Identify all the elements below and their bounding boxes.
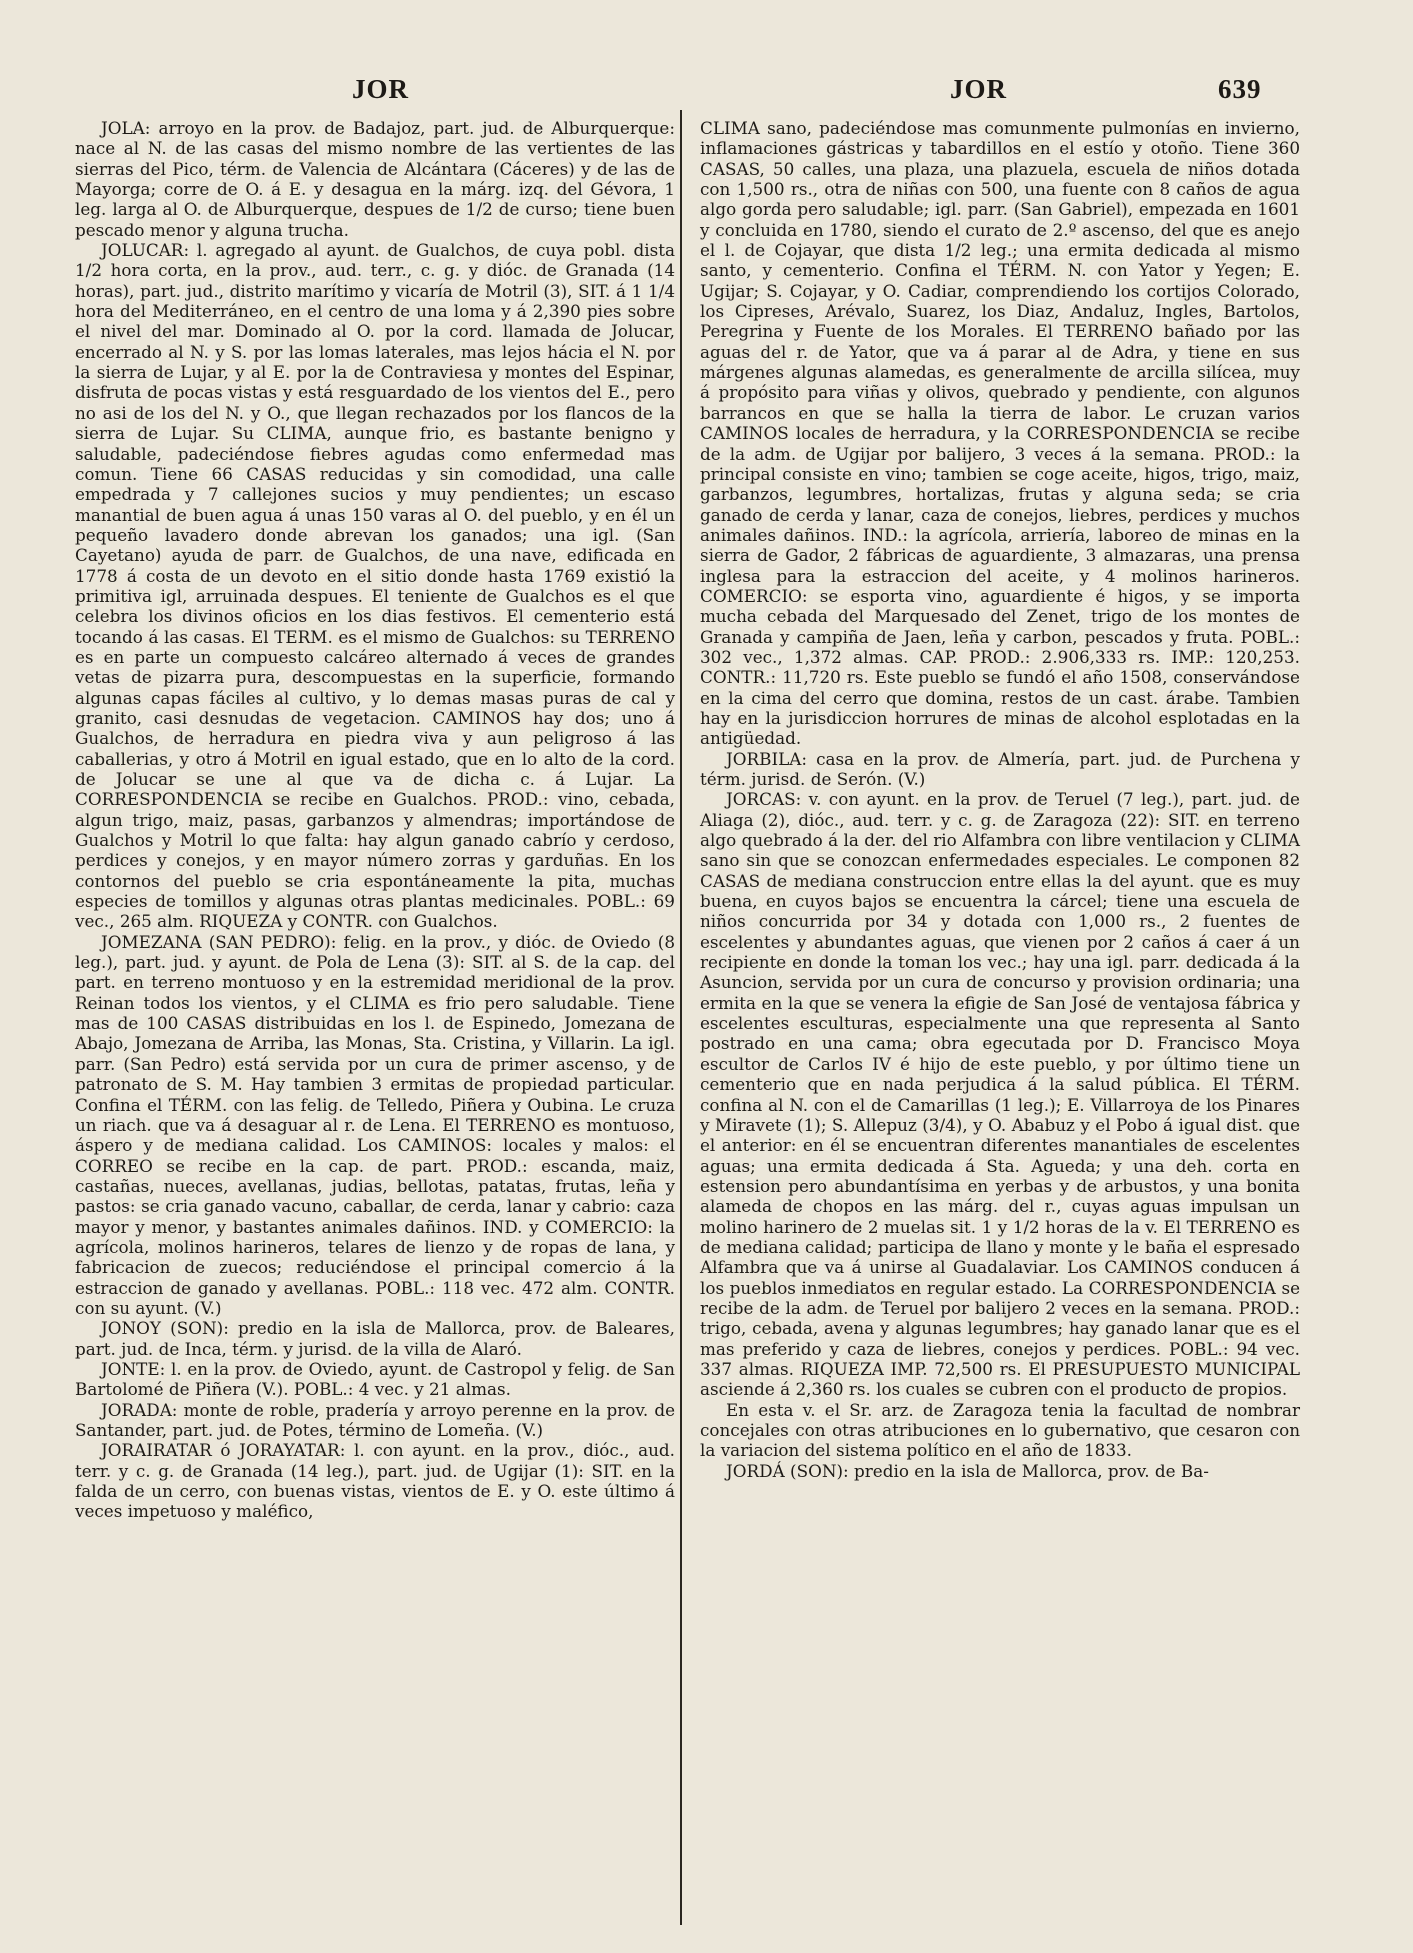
left-running-header: JOR xyxy=(352,74,409,104)
right-running-header: JOR xyxy=(950,74,1007,104)
right-column xyxy=(700,118,1300,1481)
entry-jolucar: JOLUCAR: l. agregado al ayunt. de Gualchos, de cuya pobl. dista 1/2 hora corta, en la prov., aud. terr., c. g. y dióc. de Granada (14 horas), part. jud., distrito marítimo y vicaría de Motril (3), SIT. á 1 1/4 hora del Mediterráneo, en el centro de una loma y á 2,390 pies sobre el nivel del mar. Dominado al O. por la cord. llamada de Jolucar, encerrado al N. y S. por las lomas laterales, mas lejos hácia el N. por la sierra de Lujar, y al E. por la de Contraviesa y montes del Espinar, disfruta de pocas vistas y está resguardado de los vientos del E., pero no asi de los del N. y O., que llegan rechazados por los flancos de la sierra de Lujar. Su CLIMA, aunque frio, es bastante benigno y saludable, padeciéndose fiebres agudas como enfermedad mas comun. Tiene 66 CASAS reducidas y sin comodidad, una calle empedrada y 7 callejones sucios y muy pendientes; un escaso manantial de buen agua á unas 150 varas al O. del pueblo, y en él un pequeño lavadero donde abrevan los ganados; una igl. (San Cayetano) ayuda de parr. de Gualchos, de una nave, edificada en 1778 á costa de un devoto en el sitio donde hasta 1769 existió la primitiva igl, arruinada despues. El teniente de Gualchos es el que celebra los divinos oficios en los dias festivos. El cementerio está tocando á las casas. El TERM. es el mismo de Gualchos: su TERRENO es en parte un compuesto calcáreo alternado á veces de grandes vetas de pizarra pura, descompuestas en la superficie, formando algunas capas fáciles al cultivo, y lo demas masas puras de cal y granito, casi desnudas de vegetacion. CAMINOS hay dos; uno á Gualchos, de herradura en piedra viva y aun peligroso á las caballerias, y otro á Motril en igual estado, que en lo alto de la cord. de Jolucar se une al que va de dicha c. á Lujar. La CORRESPONDENCIA se recibe en Gualchos. PROD.: vino, cebada, algun trigo, maiz, pasas, garbanzos y almendras; importándose de Gualchos y Motril lo que falta: hay algun ganado cabrío y cerdoso, perdices y conejos, y en mayor número zorras y garduñas. En los contornos del pueblo se cria espontáneamente la pita, muchas especies de tomillos y algunas otras plantas medicinales. POBL.: 69 vec., 265 alm. RIQUEZA y CONTR. con Gualchos. xyxy=(75,240,675,932)
entry-jomezana: JOMEZANA (SAN PEDRO): felig. en la prov., y dióc. de Oviedo (8 leg.), part. jud. y ayunt. de Pola de Lena (3): SIT. al S. de la cap. del part. en terreno montuoso y en la estremidad meridional de la prov. Reinan todos los vientos, y el CLIMA es frio pero saludable. Tiene mas de 100 CASAS distribuidas en los l. de Espinedo, Jomezana de Abajo, Jomezana de Arriba, las Monas, Sta. Cristina, y Villarin. La igl. parr. (San Pedro) está servida por un cura de primer ascenso, y de patronato de S. M. Hay tambien 3 ermitas de propiedad particular. Confina el TÉRM. con las felig. de Telledo, Piñera y Oubina. Le cruza un riach. que va á desaguar al r. de Lena. El TERRENO es montuoso, áspero y de mediana calidad. Los CAMINOS: locales y malos: el CORREO se recibe en la cap. de part. PROD.: escanda, maiz, castañas, nueces, avellanas, judias, bellotas, patatas, frutas, leña y pastos: se cria ganado vacuno, caballar, de cerda, lanar y cabrio: caza mayor y menor, y bastantes animales dañinos. IND. y COMERCIO: la agrícola, molinos harineros, telares de lienzo y de ropas de lana, y fabricacion de zuecos; reduciéndose el principal comercio á la estraccion de ganado y avellanas. POBL.: 118 vec. 472 alm. CONTR. con su ayunt. (V.) xyxy=(75,931,675,1318)
entry-jorda: JORDÁ (SON): predio en la isla de Mallorca, prov. de Ba- xyxy=(726,1460,1209,1481)
entry-jorairatar-continued: CLIMA sano, padeciéndose mas comunmente pulmonías en invierno, inflamaciones gástricas y tabardillos en el estío y otoño. Tiene 360 CASAS, 50 calles, una plaza, una plazuela, escuela de niños dotada con 1,500 rs., otra de niñas con 500, una fuente con 8 caños de agua algo gorda pero saludable; igl. parr. (San Gabriel), empezada en 1601 y concluida en 1780, siendo el curato de 2.º ascenso, del que es anejo el l. de Cojayar, que dista 1/2 leg.; una ermita dedicada al mismo santo, y cementerio. Confina el TÉRM. N. con Yator y Yegen; E. Ugijar; S. Cojayar, y O. Cadiar, comprendiendo los cortijos Colorado, los Cipreses, Arévalo, Suarez, los Diaz, Andaluz, Ingles, Bartolos, Peregrina y Fuente de los Morales. El TERRENO bañado por las aguas del r. de Yator, que va á parar al de Adra, y tiene en sus márgenes algunas alamedas, es generalmente de arcilla silícea, muy á propósito para viñas y olivos, quebrado y pendiente, con algunos barrancos en que se halla la tierra de labor. Le cruzan varios CAMINOS locales de herradura, y la CORRESPONDENCIA se recibe de la adm. de Ugijar por balijero, 3 veces á la semana. PROD.: la principal consiste en vino; tambien se coge aceite, higos, trigo, maiz, garbanzos, legumbres, hortalizas, frutas y alguna seda; se cria ganado de cerda y lanar, caza de conejos, liebres, perdices y muchos animales dañinos. IND.: la agrícola, arriería, laboreo de minas en la sierra de Gador, 2 fábricas de aguardiente, 3 almazaras, una prensa inglesa para la estraccion del aceite, y 4 molinos harineros. COMERCIO: se esporta vino, aguardiente é higos, y se importa mucha cebada del Marquesado del Zenet, trigo de los montes de Granada y campiña de Jaen, leña y carbon, pescados y fruta. POBL.: 302 vec., 1,372 almas. CAP. PROD.: 2.906,333 rs. IMP.: 120,253. CONTR.: 11,720 rs. Este pueblo se fundó el año 1508, conservándose en la cima del cerro que domina, restos de un cast. árabe. Tambien hay en la jurisdiccion horrures de minas de alcohol esplotadas en la antigüedad. xyxy=(700,118,1300,749)
entry-jonte: JONTE: l. en la prov. de Oviedo, ayunt. de Castropol y felig. de San Bartolomé de Piñera (V.). POBL.: 4 vec. y 21 almas. xyxy=(75,1358,675,1400)
entry-jorada: JORADA: monte de roble, pradería y arroyo perenne en la prov. de Santander, part. jud. de Potes, término de Lomeña. (V.) xyxy=(75,1399,675,1440)
entry-jola: JOLA: arroyo en la prov. de Badajoz, part. jud. de Alburquerque: nace al N. de las casas del mismo nombre de las vertientes de las sierras del Pico, térm. de Valencia de Alcántara (Cáceres) y de las de Mayorga; corre de O. á E. y desagua en la márg. izq. del Gévora, 1 leg. larga al O. de Alburquerque, despues de 1/2 de curso; tiene buen pescado menor y alguna trucha. xyxy=(75,118,675,240)
entry-jonoy: JONOY (SON): predio en la isla de Mallorca, prov. de Baleares, part. jud. de Inca, térm. y jurisd. de la villa de Alaró. xyxy=(75,1318,675,1359)
left-column xyxy=(75,118,675,1522)
page-number: 639 xyxy=(1218,74,1262,104)
entry-jorbila: JORBILA: casa en la prov. de Almería, part. jud. de Purchena y térm. jurisd. de Serón. (V.) xyxy=(700,748,1300,789)
entry-jorcas: JORCAS: v. con ayunt. en la prov. de Teruel (7 leg.), part. jud. de Aliaga (2), dióc., aud. terr. y c. g. de Zaragoza (22): SIT. en terreno algo quebrado á la der. del rio Alfambra con libre ventilacion y CLIMA sano sin que se conozcan enfermedades especiales. Le componen 82 CASAS de mediana construccion entre ellas la del ayunt. que es muy buena, en cuyos bajos se encuentra la cárcel; tiene una escuela de niños concurrida por 34 y dotada con 1,000 rs., 2 fuentes de escelentes y abundantes aguas, que vienen por 2 caños á caer á un recipiente en donde la toman los vec.; hay una igl. parr. dedicada á la Asuncion, servida por un cura de concurso y provision ordinaria; una ermita en la que se venera la efigie de San José de ventajosa fábrica y escelentes esculturas, especialmente una que representa al Santo postrado en una cama; obra egecutada por D. Francisco Moya escultor de Carlos IV é hijo de este pueblo, y por último tiene un cementerio que en nada perjudica á la salud pública. El TÉRM. confina al N. con el de Camarillas (1 leg.); E. Villarroya de los Pinares y Miravete (1); S. Allepuz (3/4), y O. Ababuz y el Pobo á igual dist. que el anterior: en él se encuentran diferentes manantiales de escelentes aguas; una ermita dedicada á Sta. Agueda; y una deh. corta en estension pero abundantísima en yerbas y de arbustos, y una bonita alameda de chopos en las márg. del r., cuyas aguas impulsan un molino harinero de 2 muelas sit. 1 y 1/2 horas de la v. El TERRENO es de mediana calidad; participa de llano y monte y le baña el espresado Alfambra que va á unirse al Guadalaviar. Los CAMINOS conducen á los pueblos inmediatos en regular estado. La CORRESPONDENCIA se recibe de la adm. de Teruel por balijero 2 veces en la semana. PROD.: trigo, cebada, avena y algunas legumbres; hay ganado lanar que es el mas preferido y caza de liebres, conejos y perdices. POBL.: 94 vec. 337 almas. RIQUEZA IMP. 72,500 rs. El PRESUPUESTO MUNICIPAL asciende á 2,360 rs. los cuales se cubren con el producto de propios. xyxy=(700,789,1300,1400)
entry-jorairatar: JORAIRATAR ó JORAYATAR: l. con ayunt. en la prov., dióc., aud. terr. y c. g. de Granada (14 leg.), part. jud. de Ugijar (1): SIT. en la falda de un cerro, con buenas vistas, vientos de E. y O. este último á veces impetuoso y maléfico, xyxy=(75,1440,675,1522)
entry-jorcas-note: En esta v. el Sr. arz. de Zaragoza tenia la facultad de nombrar concejales con otras atribuciones en lo gubernativo, que cesaron con la variacion del sistema político en el año de 1833. xyxy=(700,1399,1300,1461)
column-divider xyxy=(680,110,682,1925)
